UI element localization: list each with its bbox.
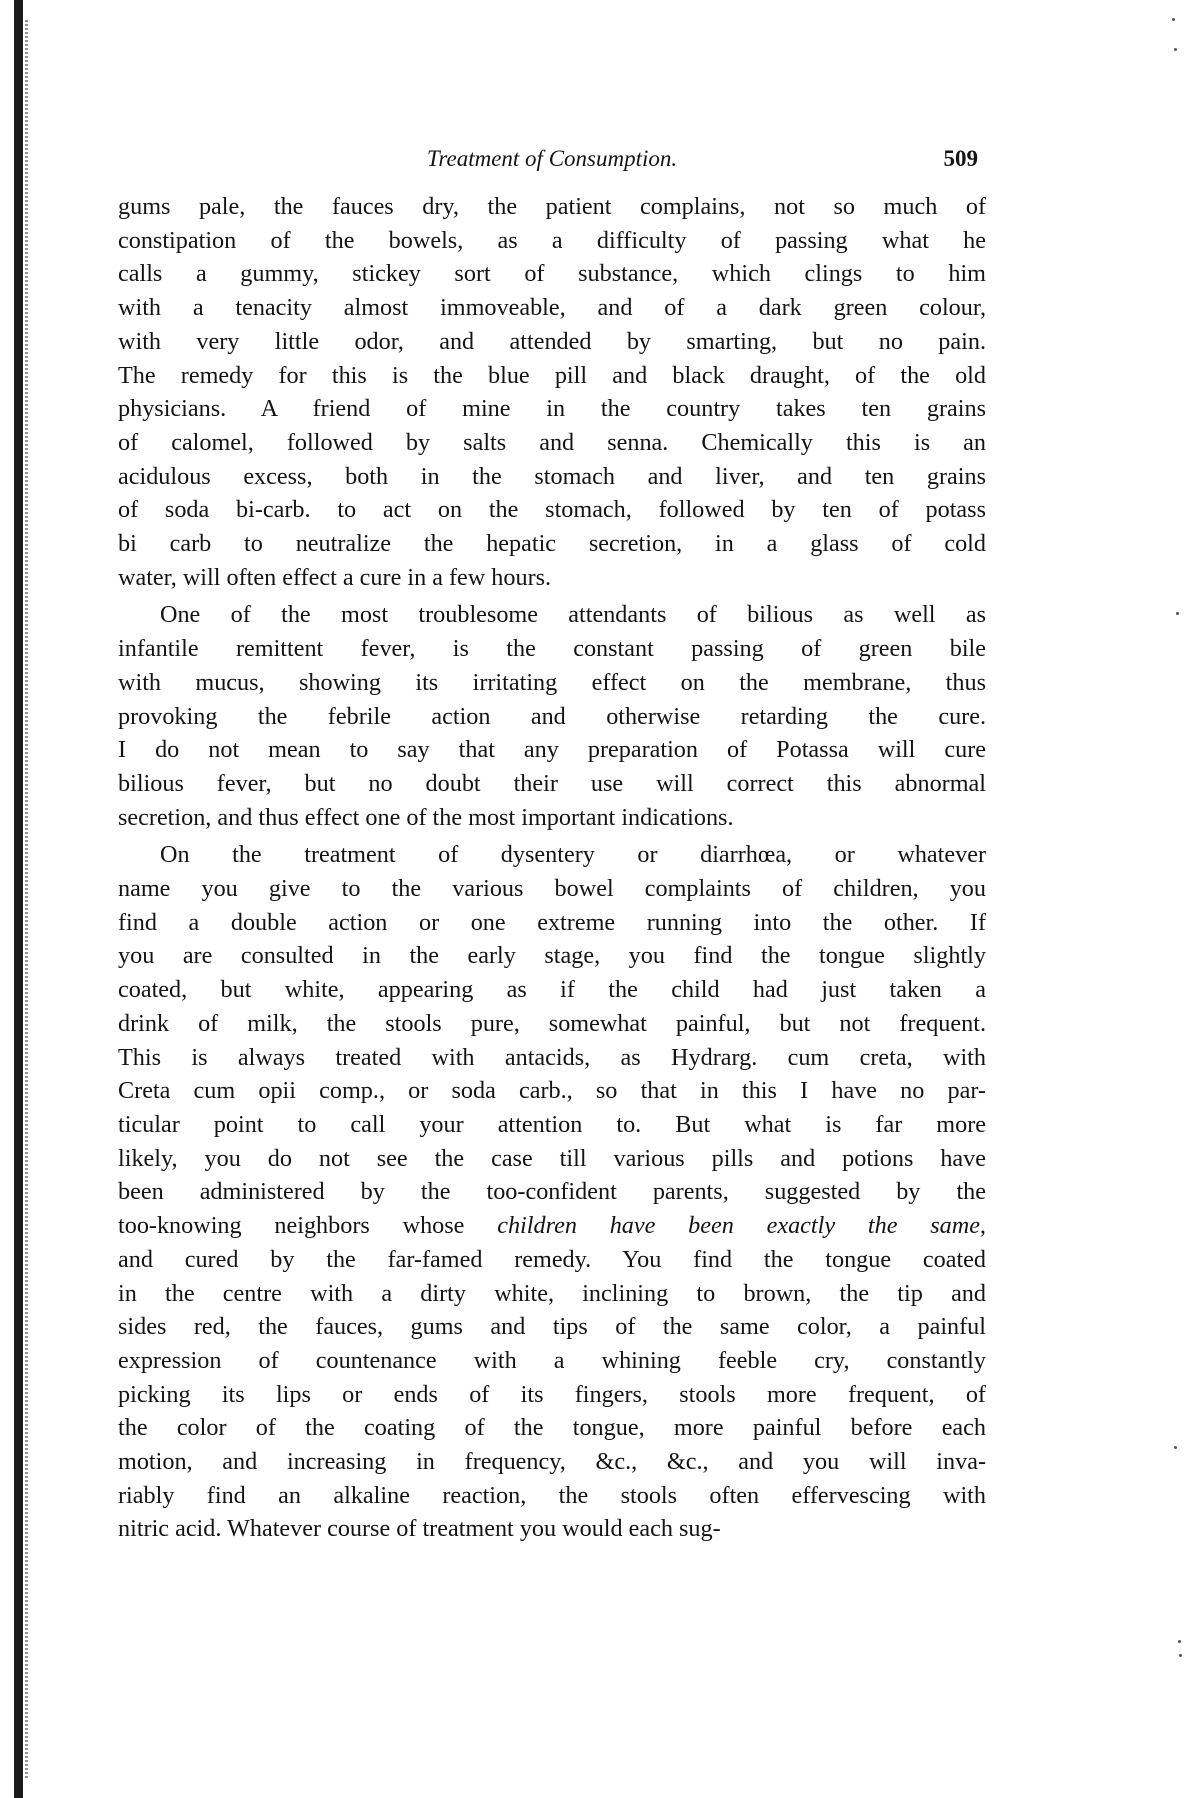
text-line: motion, and increasing in frequency, &c., &c., and you will inva- (118, 1448, 986, 1476)
text-line: water, will often effect a cure in a few hours. (118, 563, 552, 591)
text-line: nitric acid. Whatever course of treatment you would each sug- (118, 1515, 721, 1543)
text-line: ticular point to call your attention to. But what is far more (118, 1110, 986, 1138)
margin-speck (1178, 1640, 1181, 1643)
text-line: likely, you do not see the case till various pills and potions have (118, 1144, 986, 1172)
text-line: expression of countenance with a whining feeble cry, constantly (118, 1346, 986, 1374)
running-title: Treatment of Consumption. (426, 146, 678, 171)
text-line: bilious fever, but no doubt their use will correct this abnormal (118, 769, 986, 797)
page-number: 509 (943, 146, 978, 171)
text-line: bi carb to neutralize the hepatic secretion, in a glass of cold (118, 530, 986, 558)
italic-phrase: children have been exactly the same, (497, 1212, 986, 1240)
text-line: riably find an alkaline reaction, the stools often effervescing with (118, 1481, 986, 1509)
book-page (118, 140, 986, 1546)
paragraph (118, 190, 986, 594)
text-line: Creta cum opii comp., or soda carb., so that in this I have no par- (118, 1077, 986, 1105)
text-line: drink of milk, the stools pure, somewhat painful, but not frequent. (118, 1009, 986, 1037)
text-line: the color of the coating of the tongue, more painful before each (118, 1414, 986, 1442)
text-line: name you give to the various bowel complaints of children, you (118, 875, 986, 903)
text-line: coated, but white, appearing as if the child had just taken a (118, 976, 986, 1004)
text-line: This is always treated with antacids, as Hydrarg. cum creta, with (118, 1043, 986, 1071)
text-line: sides red, the fauces, gums and tips of the same color, a painful (118, 1313, 986, 1341)
text-line: gums pale, the fauces dry, the patient complains, not so much of (118, 193, 986, 220)
text-line: been administered by the too-confident parents, suggested by the (118, 1178, 986, 1206)
text-line: of soda bi-carb. to act on the stomach, followed by ten of potass (118, 496, 986, 524)
binding-edge (14, 0, 23, 1798)
margin-speck (1172, 18, 1175, 21)
text-line: One of the most troublesome attendants of bilious as well as (160, 601, 986, 629)
text-line: infantile remittent fever, is the constant passing of green bile (118, 635, 986, 663)
paragraph (118, 598, 986, 834)
margin-speck (1174, 1446, 1177, 1449)
margin-speck (1179, 1654, 1182, 1657)
text-line: with mucus, showing its irritating effect on the membrane, thus (118, 668, 986, 696)
text-line: with a tenacity almost immoveable, and of a dark green colour, (118, 294, 986, 322)
text-line: you are consulted in the early stage, you find the tongue slightly (118, 942, 986, 970)
text-line: secretion, and thus effect one of the most important indications. (118, 803, 734, 831)
text-line: too-knowing neighbors whose children have been exactly the same, (118, 1212, 986, 1240)
text-line: with very little odor, and attended by smarting, but no pain. (118, 327, 986, 355)
text-line: acidulous excess, both in the stomach and liver, and ten grains (118, 462, 986, 490)
binding-shadow (25, 20, 28, 1780)
text-line: provoking the febrile action and otherwise retarding the cure. (118, 702, 986, 730)
text-line: and cured by the far-famed remedy. You find the tongue coated (118, 1245, 986, 1273)
text-line: of calomel, followed by salts and senna. Chemically this is an (118, 428, 986, 456)
text-line: physicians. A friend of mine in the country takes ten grains (118, 395, 986, 423)
text-line: The remedy for this is the blue pill and black draught, of the old (118, 361, 986, 389)
running-head (118, 140, 986, 190)
text-line: picking its lips or ends of its fingers, stools more frequent, of (118, 1380, 986, 1408)
margin-speck (1174, 48, 1177, 51)
text-line: On the treatment of dysentery or diarrhœa, or whatever (160, 841, 986, 869)
margin-speck (1176, 612, 1179, 615)
text-line: find a double action or one extreme running into the other. If (118, 908, 986, 936)
body-text (118, 190, 986, 1546)
text-line: calls a gummy, stickey sort of substance, which clings to him (118, 260, 986, 288)
paragraph (118, 838, 986, 1546)
text-line: I do not mean to say that any preparation of Potassa will cure (118, 736, 986, 764)
text-line: in the centre with a dirty white, inclining to brown, the tip and (118, 1279, 986, 1307)
text-line: constipation of the bowels, as a difficulty of passing what he (118, 226, 986, 254)
